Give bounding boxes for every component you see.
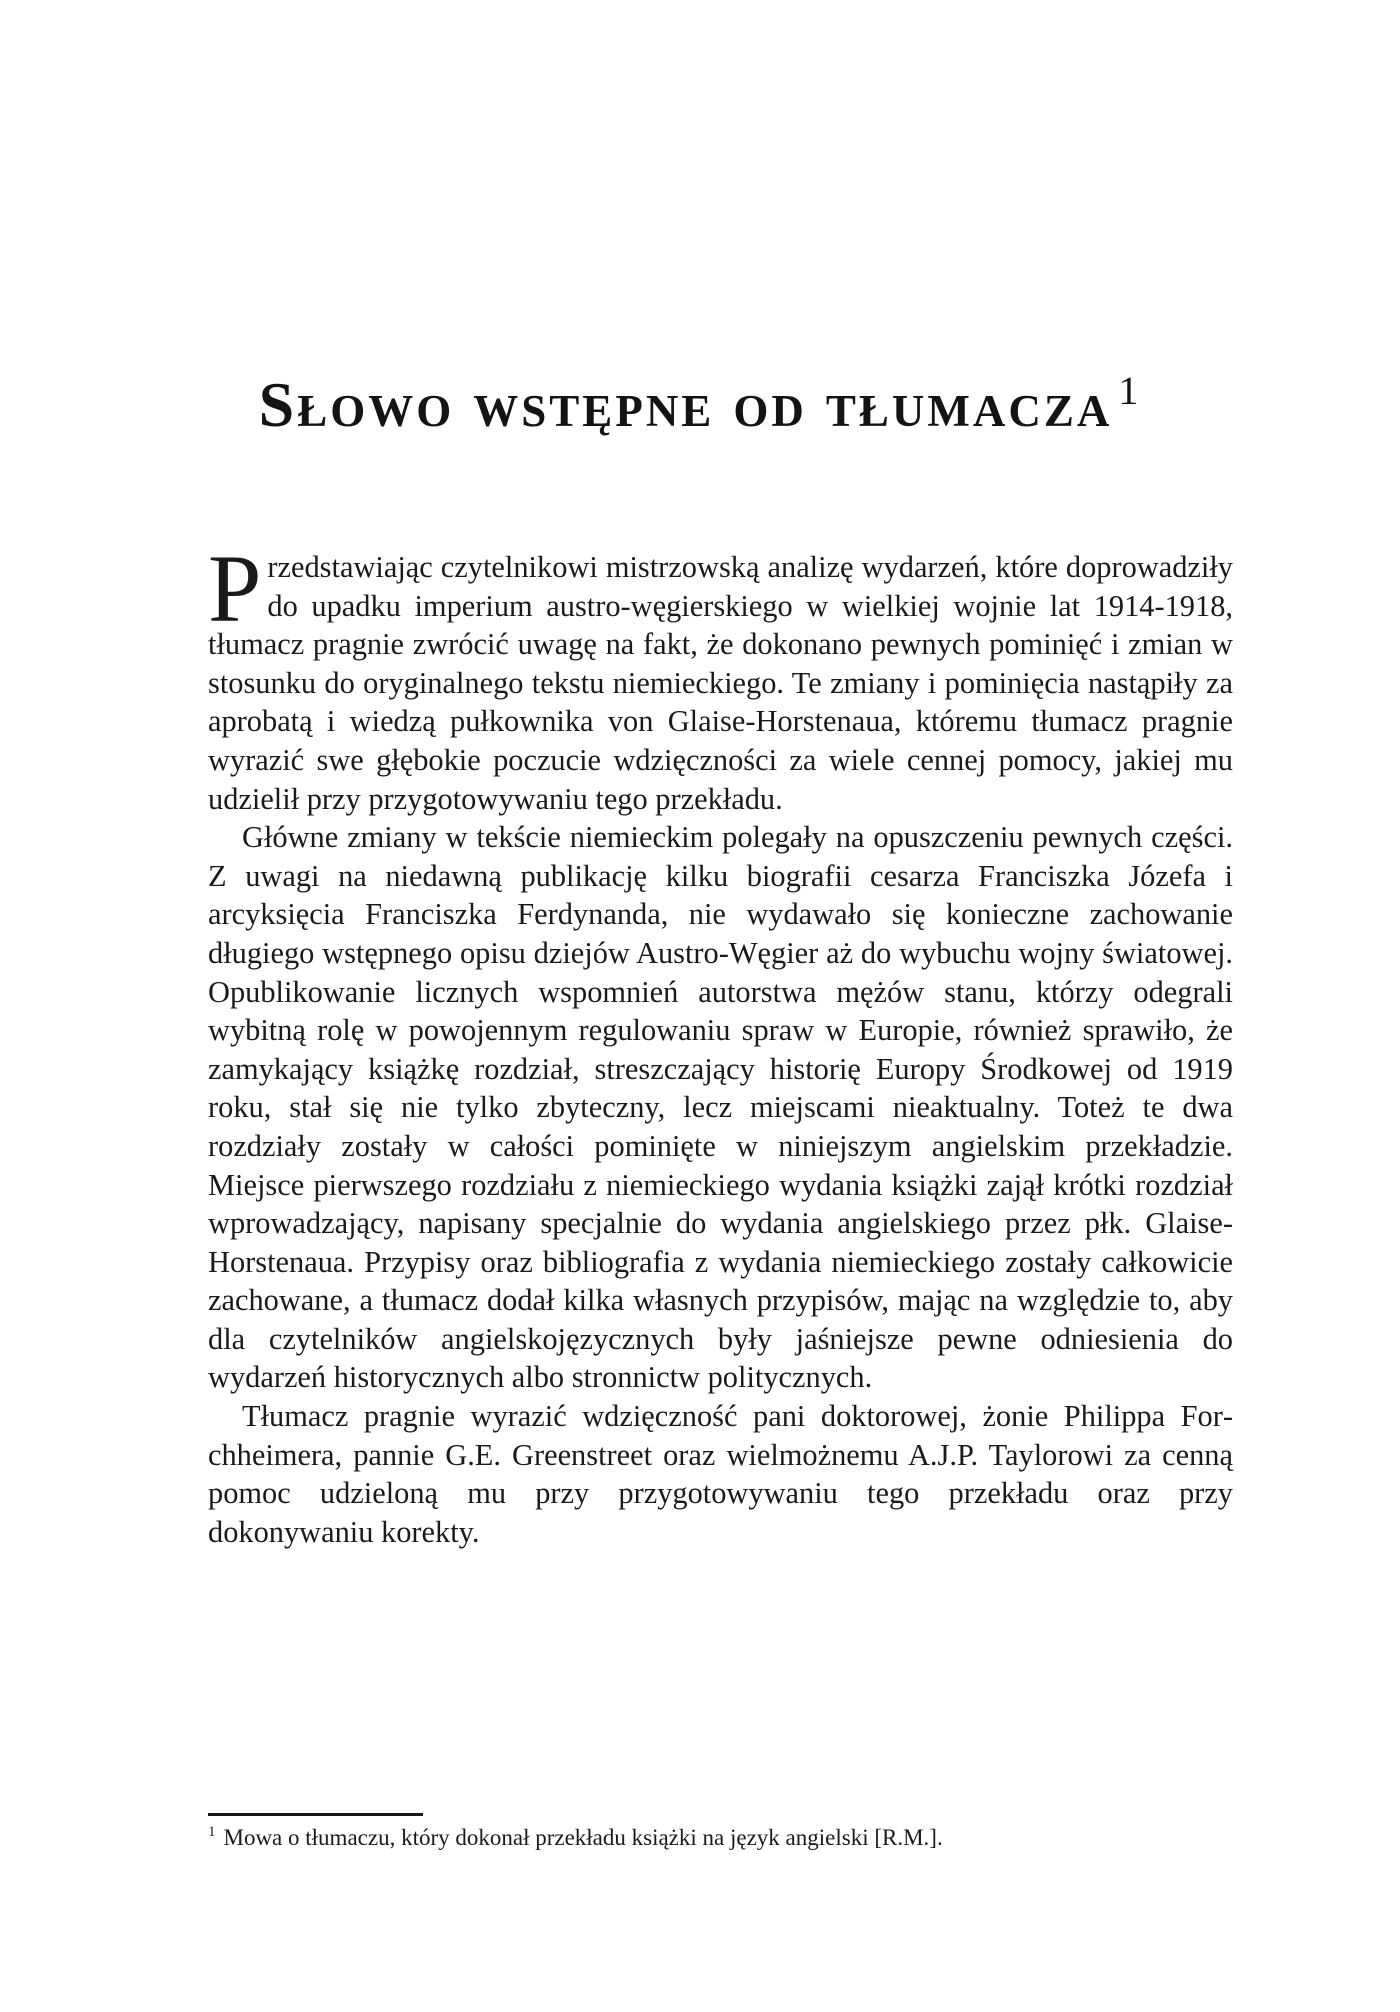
paragraph-1-text: rzedstawiając czytelnikowi mistrzowską analizę wydarzeń, które doprowadziły do upadku imperium austro-węgierskiego w wielkiej wojnie lat 1914-1918, tłumacz pragnie zwrócić uwagę na fakt, że dokonano pewnych pominięć i zmian w stosunku do oryginalnego tekstu niemieckiego. Te zmiany i pominięcia nastąpiły za aprobatą i wiedzą pułkownika von Glaise-Horstenaua, któremu tłumacz pragnie wyrazić swe głębokie poczucie wdzięczności za wiele cennej pomocy, jakiej mu udzielił przy przygotowywaniu tego przekładu. xyxy=(208,550,1233,816)
paragraph-3: Tłumacz pragnie wyrazić wdzięczność pani doktorowej, żonie Philippa Forchheimera, pannie G.E. Greenstreet oraz wielmożnemu A.J.P. Taylorowi za cenną pomoc udzieloną mu przy przygotowywaniu tego przekładu oraz przy dokonywaniu korekty. xyxy=(208,1399,1233,1549)
paragraph-2: Główne zmiany w tekście niemieckim polegały na opuszczeniu pewnych części. Z uwagi na niedawną publikację kilku biografii cesarza Franciszka Józefa i arcyksięcia Franciszka Ferdynanda, nie wydawało się konieczne zachowanie długiego wstępnego opisu dziejów Austro-Węgier aż do wybuchu wojny światowej. Opublikowanie licznych wspomnień autorstwa mężów stanu, którzy odegrali wybitną rolę w powojennym regulowaniu spraw w Europie, również sprawiło, że zamykający książkę rozdział, streszczający historię Europy Środkowej od 1919 roku, stał się nie tylko zbyteczny, lecz miejscami nieaktualny. Toteż te dwa rozdziały zostały w całości pominięte w niniejszym angielskim przekładzie. Miejsce pierwszego rozdziału z niemieckiego wydania książki zajął krótki rozdział wprowadzający, napisany specjalnie do wydania angielskiego przez płk. Glaise-Horstenaua. Przypisy oraz bibliografia z wydania niemieckiego zostały całkowicie zachowane, a tłumacz dodał kilka własnych przypisów, mając na względzie to, aby dla czytelników angielskojęzycznych były jaśniejsze pewne odniesienia do wydarzeń historycznych albo stronnictw politycznych. xyxy=(208,820,1233,1395)
drop-cap: P xyxy=(208,535,262,642)
footnote xyxy=(208,1822,1233,1854)
footnote-number: 1 xyxy=(208,1824,216,1841)
footnote-reference: 1 xyxy=(1118,367,1142,413)
footnote-separator xyxy=(208,1813,423,1816)
body-text xyxy=(208,535,1233,1551)
chapter-title xyxy=(200,365,1200,445)
paragraph-1 xyxy=(208,535,1233,818)
chapter-title-text: Słowo wstępne od tłumacza xyxy=(258,369,1113,440)
footnote-text: Mowa o tłumaczu, który dokonał przekładu książki na język angielski [R.M.]. xyxy=(223,1825,943,1850)
